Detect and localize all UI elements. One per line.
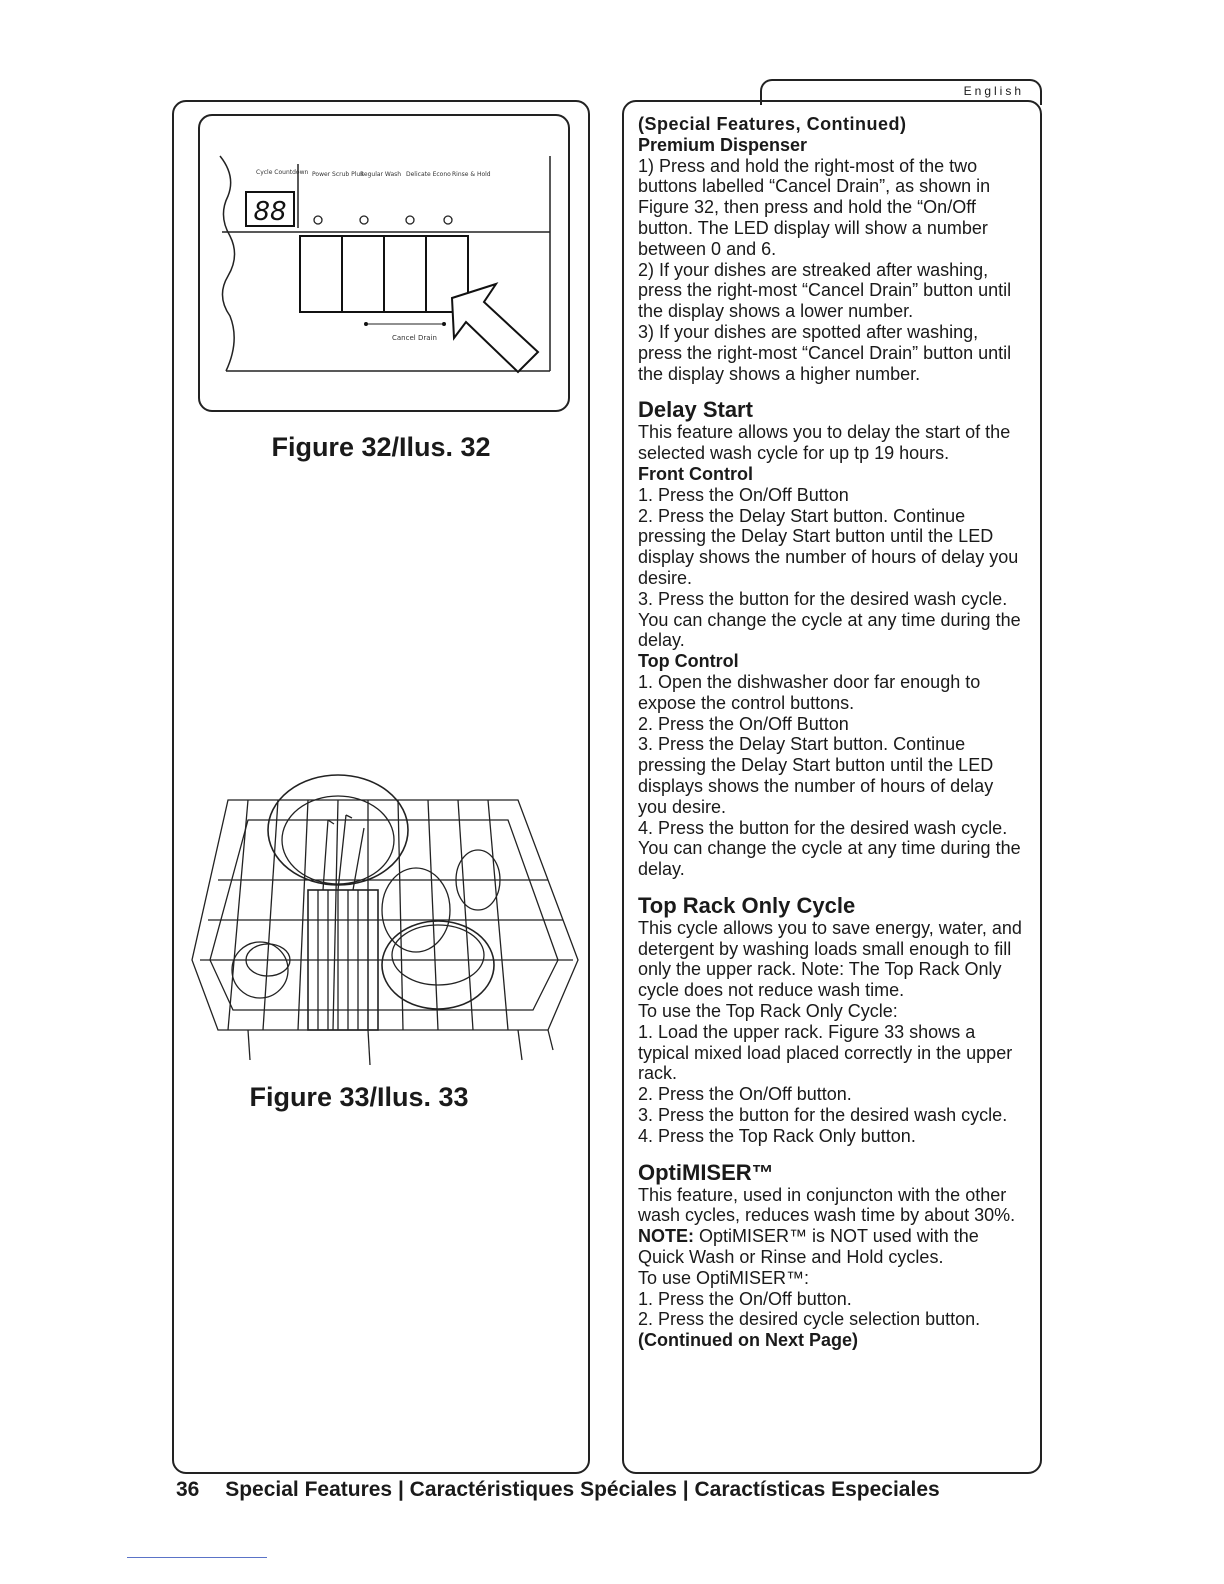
optimiser-intro xyxy=(638,1185,1026,1268)
delay-start-heading: Delay Start xyxy=(638,397,753,423)
optimiser-step: 1. Press the On/Off button. xyxy=(638,1288,852,1309)
delay-start-intro: This feature allows you to delay the start of the selected wash cycle for up tp 19 hours. xyxy=(638,422,1011,464)
indicator-light xyxy=(406,216,414,224)
language-tab: English xyxy=(760,79,1042,105)
front-control-step: 1. Press the On/Off Button xyxy=(638,484,849,505)
premium-step: 2) If your dishes are streaked after washing, press the right-most “Cancel Drain” button until the display shows a lower number. xyxy=(638,259,1012,322)
front-control-heading: Front Control xyxy=(638,463,753,484)
top-control-heading: Top Control xyxy=(638,651,739,672)
optimiser-intro-a: This feature, used in conjuncton with the other wash cycles, reduces wash time by about 30%. xyxy=(638,1184,1016,1226)
bottom-rule xyxy=(127,1557,267,1558)
top-rack-intro: This cycle allows you to save energy, water, and detergent by washing loads small enough to fill only the upper rack. Note: The Top Rack Only cycle does not reduce wash time. xyxy=(638,917,1022,1001)
top-rack-step: 3. Press the button for the desired wash cycle. xyxy=(638,1105,1008,1126)
optimiser-heading: OptiMISER™ xyxy=(638,1159,774,1185)
glass xyxy=(232,942,288,998)
cancel-drain-label: Cancel Drain xyxy=(392,334,437,342)
panel-button xyxy=(384,236,426,312)
figure-32-frame xyxy=(198,114,570,412)
top-rack-step: 2. Press the On/Off button. xyxy=(638,1084,852,1105)
top-control-step: 3. Press the Delay Start button. Continue pressing the Delay Start button until the LED displays shows the number of hours of delay you desire. xyxy=(638,734,994,817)
bowl xyxy=(382,921,494,1009)
indicator-light xyxy=(444,216,452,224)
control-panel-illustration xyxy=(200,116,568,410)
top-rack-heading: Top Rack Only Cycle xyxy=(638,892,856,918)
delicate-econo-label: Delicate Econo xyxy=(406,171,451,178)
regular-wash-label: Regular Wash xyxy=(360,171,402,178)
indicator-light xyxy=(314,216,322,224)
top-control-step: 2. Press the On/Off Button xyxy=(638,713,849,734)
page-footer xyxy=(176,1478,940,1502)
note-label: NOTE: xyxy=(638,1226,694,1247)
footer-title: Special Features | Caractéristiques Spéciales | Caractísticas Especiales xyxy=(225,1478,940,1501)
led-display-digits: 88 xyxy=(253,197,287,227)
power-scrub-label: Power Scrub Plus xyxy=(312,171,364,178)
upper-rack-illustration xyxy=(188,760,580,1072)
front-control-step: 2. Press the Delay Start button. Continue pressing the Delay Start button until the LED display shows the number of hours of delay you desire. xyxy=(638,505,1019,588)
top-rack-step: 1. Load the upper rack. Figure 33 shows a typical mixed load placed correctly in the upper rack. xyxy=(638,1021,1013,1084)
continued-header: (Special Features, Continued) xyxy=(638,114,907,134)
premium-dispenser-heading: Premium Dispenser xyxy=(638,134,808,155)
premium-step: 3) If your dishes are spotted after washing, press the right-most “Cancel Drain” button until the display shows a higher number. xyxy=(638,321,1012,384)
continued-next-page: (Continued on Next Page) xyxy=(638,1330,858,1351)
figure-32-caption: Figure 32/Ilus. 32 xyxy=(271,432,491,462)
top-rack-use: To use the Top Rack Only Cycle: xyxy=(638,1001,898,1022)
arrow-pointer-icon xyxy=(452,284,538,372)
premium-step: 1) Press and hold the right-most of the two buttons labelled “Cancel Drain”, as shown in Figure 32, then press and hold the “On/Off button. The LED display will show a number between 0 and 6. xyxy=(638,155,991,259)
panel-button xyxy=(300,236,342,312)
optimiser-use: To use OptiMISER™: xyxy=(638,1267,810,1288)
front-control-step: 3. Press the button for the desired wash cycle. You can change the cycle at any time during the delay. xyxy=(638,588,1021,651)
cycle-countdown-label: Cycle Countdown xyxy=(256,169,309,176)
top-control-step: 4. Press the button for the desired wash cycle. You can change the cycle at any time during the delay. xyxy=(638,817,1021,880)
figure-33-caption: Figure 33/Ilus. 33 xyxy=(249,1082,469,1112)
optimiser-intro-b: OptiMISER™ is NOT used with the Quick Wash or Rinse and Hold cycles. xyxy=(638,1226,979,1268)
panel-button xyxy=(342,236,384,312)
rinse-hold-label: Rinse & Hold xyxy=(452,171,491,178)
indicator-light xyxy=(360,216,368,224)
top-rack-step: 4. Press the Top Rack Only button. xyxy=(638,1125,916,1146)
page-number: 36 xyxy=(176,1478,200,1501)
top-control-step: 1. Open the dishwasher door far enough to expose the control buttons. xyxy=(638,671,981,713)
right-text-panel xyxy=(622,100,1042,1474)
optimiser-step: 2. Press the desired cycle selection button. xyxy=(638,1309,981,1330)
plate xyxy=(268,775,408,885)
